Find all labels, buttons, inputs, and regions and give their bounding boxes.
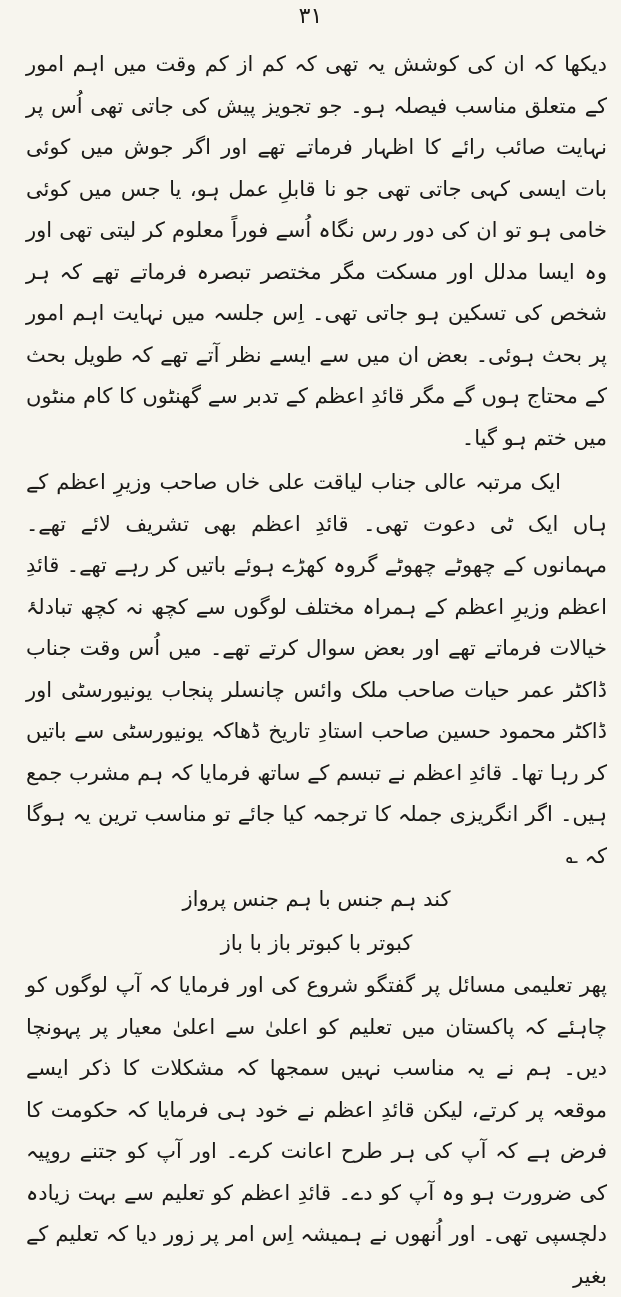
couplet-line-2: کبوتر با کبوتر باز با باز bbox=[220, 931, 413, 955]
paragraph-2: ایک مرتبہ عالی جناب لیاقت علی خاں صاحب وزیرِ اعظم کے ہاں ایک ٹی دعوت تھی۔ قائدِ اعظم بھی تشریف لائے تھے۔ مہمانوں کے چھوٹے چھوٹے گروہ کھڑے ہوئے باتیں کر رہے تھے۔ قائدِ اعظم وزیرِ اعظم کے ہمراہ مختلف لوگوں سے کچھ نہ کچھ تبادلۂ خیالات فرماتے تھے اور بعض سوال کرتے تھے۔ میں اُس وقت جناب ڈاکٹر عمر حیات صاحب ملک وائس چانسلر پنجاب یونیورسٹی اور ڈاکٹر محمود حسین صاحب استادِ تاریخ ڈھاکہ یونیورسٹی سے باتیں کر رہا تھا۔ قائدِ اعظم نے تبسم کے ساتھ فرمایا کہ ہم مشرب جمع ہیں۔ اگر انگریزی جملہ کا ترجمہ کیا جائے تو مناسب ترین یہ ہوگا کہ ؎ bbox=[26, 470, 607, 868]
page-number: ۳۱ bbox=[298, 4, 323, 29]
couplet-line-1: کند ہم جنس با ہم جنس پرواز bbox=[182, 887, 451, 911]
persian-couplet bbox=[26, 877, 607, 965]
paragraph-3: پھر تعلیمی مسائل پر گفتگو شروع کی اور فرمایا کہ آپ لوگوں کو چاہئے کہ پاکستان میں تعلیم کو اعلیٰ سے اعلیٰ معیار پر پہونچا دیں۔ ہم نے یہ مناسب نہیں سمجھا کہ مشکلات کا ذکر ایسے موقعہ پر کرتے، لیکن قائدِ اعظم نے خود ہی فرمایا کہ حکومت کا فرض ہے کہ آپ کی ہر طرح اعانت کرے۔ اور آپ کو جتنے روپیہ کی ضرورت ہو وہ آپ کو دے۔ قائدِ اعظم کو تعلیم سے بہت زیادہ دلچسپی تھی۔ اور اُنھوں نے ہمیشہ اِس امر پر زور دیا کہ تعلیم کے بغیر bbox=[26, 973, 607, 1288]
paragraph-1: دیکھا کہ ان کی کوشش یہ تھی کہ کم از کم وقت میں اہم امور کے متعلق مناسب فیصلہ ہو۔ جو تجویز پیش کی جاتی تھی اُس پر نہایت صائب رائے کا اظہار فرماتے تھے اور اگر جوش میں کوئی بات ایسی کہی جاتی تھی جو نا قابلِ عمل ہو، یا جس میں کوئی خامی ہو تو ان کی دور رس نگاہ اُسے فوراً معلوم کر لیتی تھی اور وہ ایسا مدلل اور مسکت مگر مختصر تبصرہ فرماتے تھے کہ ہر شخص کی تسکین ہو جاتی تھی۔ اِس جلسہ میں نہایت اہم امور پر بحث ہوئی۔ بعض ان میں سے ایسے نظر آتے تھے کہ طویل بحث کے محتاج ہوں گے مگر قائدِ اعظم کے تدبر سے گھنٹوں کا کام منٹوں میں ختم ہو گیا۔ bbox=[26, 52, 607, 450]
